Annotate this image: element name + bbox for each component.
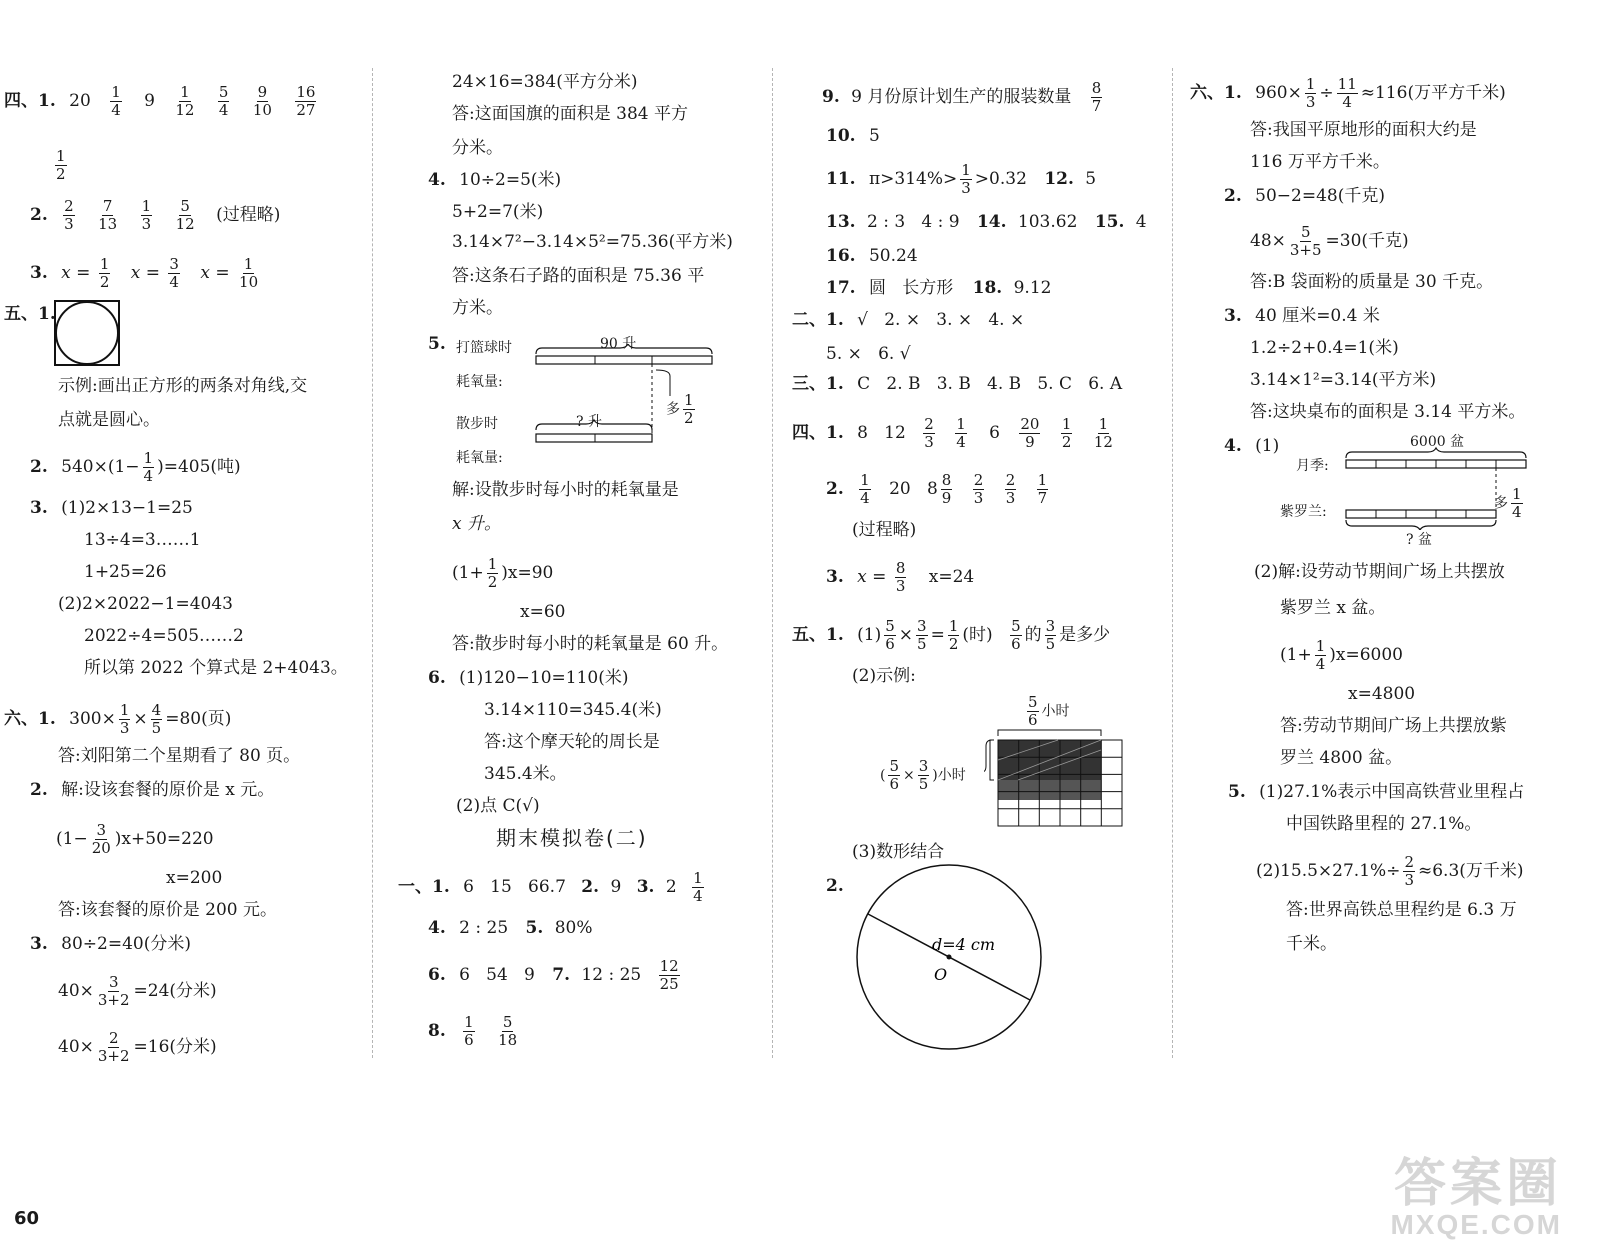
fraction: $\frac{2}{3}$ bbox=[64, 197, 74, 233]
col3-part4-q2: 2. $\frac{1}{4}$ 20 8 $\frac{8}{9}$ $\frac{2}{3}$ $\frac{2}{3}$ $\frac{1}{7}$ bbox=[826, 471, 1048, 507]
col2-q4-line2: 5+2=7(米) bbox=[452, 202, 544, 222]
fraction: $\frac{12}{25}$ bbox=[659, 957, 679, 993]
fraction: $\frac{1}{6}$ bbox=[464, 1013, 474, 1049]
section-5-q3-line3: 1+25=26 bbox=[84, 562, 167, 582]
col4-q1-answer2: 116 万平方千米。 bbox=[1250, 152, 1390, 172]
diagram-label-walking: 散步时 bbox=[456, 416, 498, 432]
circle-diameter-diagram bbox=[852, 860, 1048, 1056]
section-6-q2-line1: 2. 解:设该套餐的原价是 x 元。 bbox=[30, 780, 275, 800]
part1-q6-7: 6. 6 54 9 7. 12 : 25 $\frac{12}{25}$ bbox=[428, 957, 679, 993]
fraction: $\frac{1}{3}$ bbox=[141, 197, 152, 233]
fraction: $\frac{1}{4}$ bbox=[693, 869, 703, 905]
col2-q5-label: 5. bbox=[428, 334, 446, 354]
col4-q3-answer: 答:这块桌布的面积是 3.14 平方米。 bbox=[1250, 402, 1526, 422]
col4-q5-answer1: 答:世界高铁总里程约是 6.3 万 bbox=[1286, 900, 1517, 920]
section-4-q1 bbox=[4, 84, 319, 119]
note-text: (过程略) bbox=[216, 205, 281, 225]
fraction: $\frac{2}{3}$ bbox=[1005, 471, 1016, 507]
col3-part2-line1: 二、1. √ 2. × 3. × 4. × bbox=[792, 310, 1025, 330]
col2-q5-equation: (1+ $\frac{1}{2}$ )x=90 bbox=[452, 555, 554, 591]
fraction: $\frac{5}{6}$ bbox=[885, 617, 895, 653]
section-6-q2-solution: x=200 bbox=[166, 868, 223, 888]
col3-part5-method: (3)数形结合 bbox=[852, 842, 945, 862]
col2-q5-solution: x=60 bbox=[520, 602, 566, 622]
equation-text: x = bbox=[130, 263, 161, 283]
fraction: $\frac{4}{5}$ bbox=[151, 701, 162, 737]
fraction: $\frac{1}{4}$ bbox=[1512, 485, 1522, 521]
fraction: $\frac{2}{3}$ bbox=[924, 415, 934, 451]
fraction: $\frac{1}{2}$ bbox=[487, 555, 498, 591]
col4-q4-answer1: 答:劳动节期间广场上共摆放紫 bbox=[1280, 716, 1507, 736]
watermark-top: 答案圈 bbox=[1393, 1155, 1562, 1213]
col4-q1-answer1: 答:我国平原地形的面积大约是 bbox=[1250, 120, 1477, 140]
fraction: $\frac{11}{4}$ bbox=[1337, 75, 1357, 111]
fraction: $\frac{1}{3}$ bbox=[1305, 75, 1316, 111]
col3-part4-note: (过程略) bbox=[852, 520, 917, 540]
diagram-label-oxygen2: 耗氧量: bbox=[456, 450, 503, 466]
section-4-q1-cont bbox=[52, 148, 70, 183]
col3-q11-12: 11. π>314%> $\frac{1}{3}$ >0.32 12. 5 bbox=[826, 161, 1097, 197]
section-6-q3-line2: 40× $\frac{3}{3+2}$ =24(分米) bbox=[58, 973, 217, 1009]
square-circle-figure bbox=[54, 300, 120, 366]
col2-q6-line3: 答:这个摩天轮的周长是 bbox=[484, 732, 660, 752]
col3-part4-q1: 四、1. 8 12 $\frac{2}{3}$ $\frac{1}{4}$ 6 $\frac{20}{9}$ $\frac{1}{2}$ $\frac{1}{12}$ bbox=[792, 415, 1113, 451]
diagram-value-bottom: ? 升 bbox=[576, 414, 602, 430]
fraction: $\frac{1}{4}$ bbox=[956, 415, 966, 451]
fraction: $\frac{16}{27}$ bbox=[296, 83, 316, 119]
col3-part5-example-label: (2)示例: bbox=[852, 666, 916, 686]
fraction: $\frac{1}{2}$ bbox=[56, 147, 66, 183]
fraction: $\frac{3}{3+2}$ bbox=[97, 973, 130, 1009]
col2-q4-line4: 答:这条石子路的面积是 75.36 平 bbox=[452, 266, 705, 286]
fraction: $\frac{2}{3+2}$ bbox=[97, 1029, 130, 1065]
section-6-q2-answer: 答:该套餐的原价是 200 元。 bbox=[58, 900, 277, 920]
col4-q3-line3: 3.14×1²=3.14(平方米) bbox=[1250, 370, 1437, 390]
col3-part2-line2: 5. × 6. √ bbox=[826, 344, 911, 364]
section-5-label: 五、1. bbox=[4, 304, 56, 324]
col2-q6-line5: (2)点 C(√) bbox=[456, 796, 540, 816]
diagram-label-basketball: 打篮球时 bbox=[456, 340, 512, 356]
fraction: $\frac{7}{13}$ bbox=[98, 197, 118, 233]
section-6-q3-line1: 3. 80÷2=40(分米) bbox=[30, 934, 191, 954]
col4-q4-line2: (2)解:设劳动节期间广场上共摆放 bbox=[1254, 562, 1505, 582]
col2-q4-line3: 3.14×7²−3.14×5²=75.36(平方米) bbox=[452, 232, 733, 252]
fraction: $\frac{5}{4}$ bbox=[218, 83, 229, 119]
col4-q4-equation: (1+ $\frac{1}{4}$ )x=6000 bbox=[1280, 637, 1403, 673]
fraction-grid-diagram bbox=[984, 716, 1134, 832]
line-segment-diagram bbox=[530, 344, 720, 454]
center-label: O bbox=[934, 965, 948, 984]
col4-q4-solution: x=4800 bbox=[1348, 684, 1416, 704]
col2-q4-line1: 4. 10÷2=5(米) bbox=[428, 170, 562, 190]
col2-q6-line1: 6. (1)120−10=110(米) bbox=[428, 668, 629, 688]
col4-q1: 六、1. 960× $\frac{1}{3}$ ÷ $\frac{11}{4}$ ≈116(万平方千米) bbox=[1190, 75, 1506, 111]
fraction: $\frac{3}{20}$ bbox=[91, 821, 111, 857]
answer-value: 20 bbox=[69, 91, 91, 111]
fraction: $\frac{1}{10}$ bbox=[239, 255, 259, 291]
diagram-value-bottom: ? 盆 bbox=[1406, 532, 1432, 548]
col4-q5-line3: (2)15.5×27.1%÷ $\frac{2}{3}$ ≈6.3(万千米) bbox=[1256, 853, 1524, 889]
fraction: $\frac{5}{3+5}$ bbox=[1289, 223, 1322, 259]
col3-q16: 16. 50.24 bbox=[826, 246, 918, 266]
diagram-label-oxygen1: 耗氧量: bbox=[456, 374, 503, 390]
fraction: $\frac{1}{4}$ bbox=[143, 449, 154, 485]
page-number: 60 bbox=[14, 1208, 40, 1229]
question-label: 2. bbox=[30, 205, 48, 225]
col4-q2-line2: 48× $\frac{5}{3+5}$ =30(千克) bbox=[1250, 223, 1409, 259]
fraction: $\frac{5}{12}$ bbox=[175, 197, 195, 233]
col3-q17-18: 17. 圆 长方形 18. 9.12 bbox=[826, 278, 1052, 298]
col4-q5-line2: 中国铁路里程的 27.1%。 bbox=[1286, 814, 1482, 834]
diagram-more-label: 多 $\frac{1}{4}$ bbox=[1494, 485, 1522, 521]
col3-part3: 三、1. C 2. B 3. B 4. B 5. C 6. A bbox=[792, 374, 1123, 394]
fraction: $\frac{2}{3}$ bbox=[973, 471, 984, 507]
fraction: $\frac{1}{7}$ bbox=[1037, 471, 1048, 507]
watermark bbox=[1390, 1155, 1562, 1240]
line-segment-diagram-2 bbox=[1340, 446, 1536, 530]
column-separator-2 bbox=[772, 68, 773, 1058]
fraction: $\frac{1}{2}$ bbox=[684, 391, 694, 427]
section-4-q3 bbox=[30, 256, 262, 291]
fraction: $\frac{1}{3}$ bbox=[119, 701, 130, 737]
col2-line1: 24×16=384(平方分米) bbox=[452, 72, 638, 92]
section-5-q3-line1: 3. (1)2×13−1=25 bbox=[30, 498, 193, 518]
fraction: $\frac{3}{5}$ bbox=[917, 617, 927, 653]
section-6-q1: 六、1. 300× $\frac{1}{3}$ × $\frac{4}{5}$ =80(页) bbox=[4, 701, 232, 737]
fraction: $\frac{1}{4}$ bbox=[111, 83, 121, 119]
col4-q3-line2: 1.2÷2+0.4=1(米) bbox=[1250, 338, 1399, 358]
column-separator-3 bbox=[1172, 68, 1173, 1058]
section-label: 四、1. bbox=[4, 91, 56, 111]
section-5-q3-line2: 13÷4=3……1 bbox=[84, 530, 201, 550]
fraction: $\frac{3}{5}$ bbox=[918, 757, 929, 793]
fraction: $\frac{8}{7}$ bbox=[1091, 79, 1102, 115]
fraction: $\frac{3}{5}$ bbox=[1045, 617, 1056, 653]
fraction: $\frac{1}{3}$ bbox=[961, 161, 971, 197]
fraction: $\frac{8}{9}$ bbox=[941, 471, 952, 507]
fraction: $\frac{1}{2}$ bbox=[1061, 415, 1072, 451]
diagram-value-top: 90 升 bbox=[600, 336, 637, 352]
diameter-label: d=4 cm bbox=[932, 935, 996, 954]
fraction: $\frac{20}{9}$ bbox=[1020, 415, 1040, 451]
fraction: $\frac{5}{6}$ bbox=[1011, 617, 1021, 653]
col4-q4-line3: 紫罗兰 x 盆。 bbox=[1280, 598, 1386, 618]
section-6-q1-answer: 答:刘阳第二个星期看了 80 页。 bbox=[58, 746, 301, 766]
fraction: $\frac{1}{2}$ bbox=[948, 617, 959, 653]
col3-q10: 10. 5 bbox=[826, 126, 880, 146]
diagram-more-label: 多 $\frac{1}{2}$ bbox=[666, 391, 694, 427]
col4-q3-line1: 3. 40 厘米=0.4 米 bbox=[1224, 306, 1380, 326]
fraction: $\frac{5}{18}$ bbox=[498, 1013, 518, 1049]
col2-q4-line5: 方米。 bbox=[452, 298, 503, 318]
col4-q2-line1: 2. 50−2=48(千克) bbox=[1224, 186, 1385, 206]
diagram-value-top: 6000 盆 bbox=[1410, 434, 1465, 450]
section-6-q2-equation: (1− $\frac{3}{20}$ )x+50=220 bbox=[56, 821, 214, 857]
col2-line3: 分米。 bbox=[452, 138, 503, 158]
diagram-label-violet: 紫罗兰: bbox=[1280, 504, 1327, 520]
part1-q4-5: 4. 2 : 25 5. 80% bbox=[428, 918, 593, 938]
grid-top-label: $\frac{5}{6}$ 小时 bbox=[1028, 693, 1070, 729]
col2-q6-line2: 3.14×110=345.4(米) bbox=[484, 700, 662, 720]
col2-q5-answer: 答:散步时每小时的耗氧量是 60 升。 bbox=[452, 634, 729, 654]
col4-q5-line1: 5. (1)27.1%表示中国高铁营业里程占 bbox=[1228, 782, 1525, 802]
fraction: $\frac{3}{4}$ bbox=[169, 255, 179, 291]
col3-q13-15: 13. 2 : 3 4 : 9 14. 103.62 15. 4 bbox=[826, 212, 1147, 232]
fraction: $\frac{5}{6}$ bbox=[889, 757, 900, 793]
fraction: $\frac{1}{12}$ bbox=[175, 83, 195, 119]
column-separator-1 bbox=[372, 68, 373, 1058]
section-5-q3-line4: (2)2×2022−1=4043 bbox=[58, 594, 233, 614]
section-6-q3-line3: 40× $\frac{2}{3+2}$ =16(分米) bbox=[58, 1029, 217, 1065]
part1-q8: 8. $\frac{1}{6}$ $\frac{5}{18}$ bbox=[428, 1013, 518, 1049]
equation-text: x = bbox=[61, 263, 91, 283]
equation-text: x = bbox=[200, 263, 230, 283]
section-5-example-line1: 示例:画出正方形的两条对角线,交 bbox=[58, 376, 308, 396]
section-title: 期末模拟卷(二) bbox=[496, 826, 648, 850]
section-4-q2 bbox=[30, 198, 280, 233]
section-5-q2: 2. 540×(1− $\frac{1}{4}$ )=405(吨) bbox=[30, 449, 241, 485]
section-5-q3-line6: 所以第 2022 个算式是 2+4043。 bbox=[84, 658, 348, 678]
fraction: $\frac{5}{6}$ bbox=[1028, 693, 1038, 729]
section-5-q3-line5: 2022÷4=505……2 bbox=[84, 626, 244, 646]
col2-q6-line4: 345.4米。 bbox=[484, 764, 567, 784]
fraction: $\frac{1}{4}$ bbox=[1315, 637, 1326, 673]
fraction: $\frac{1}{2}$ bbox=[99, 255, 110, 291]
col4-q4-answer2: 罗兰 4800 盆。 bbox=[1280, 748, 1403, 768]
grid-left-label: ( $\frac{5}{6}$ × $\frac{3}{5}$ )小时 bbox=[880, 757, 966, 793]
col2-line2: 答:这面国旗的面积是 384 平方 bbox=[452, 104, 688, 124]
col4-q5-answer2: 千米。 bbox=[1286, 934, 1337, 954]
col3-part5-q2-label: 2. bbox=[826, 876, 844, 896]
col2-q5-line2: x 升。 bbox=[452, 514, 501, 534]
answer-value: 9 bbox=[144, 91, 155, 111]
col3-part4-q3: 3. x = $\frac{8}{3}$ x=24 bbox=[826, 559, 975, 595]
col2-q5-line1: 解:设散步时每小时的耗氧量是 bbox=[452, 480, 679, 500]
fraction: $\frac{1}{12}$ bbox=[1093, 415, 1113, 451]
watermark-url: MXQE.COM bbox=[1390, 1209, 1562, 1240]
diagram-label-rose: 月季: bbox=[1296, 458, 1329, 474]
col3-part5-q1: 五、1. (1) $\frac{5}{6}$ × $\frac{3}{5}$ = $\frac{1}{2}$ (时) $\frac{5}{6}$ 的 $\frac{3}{5}$ 是多少 bbox=[792, 617, 1111, 653]
fraction: $\frac{8}{3}$ bbox=[895, 559, 906, 595]
section-5-example-line2: 点就是圆心。 bbox=[58, 410, 160, 430]
col4-q4-label: 4. (1) bbox=[1224, 436, 1280, 456]
fraction: $\frac{1}{4}$ bbox=[860, 471, 870, 507]
fraction: $\frac{2}{3}$ bbox=[1404, 853, 1414, 889]
question-label: 3. bbox=[30, 263, 48, 283]
fraction: $\frac{9}{10}$ bbox=[252, 83, 272, 119]
part1-q1-3: 一、1. 6 15 66.7 2. 9 3. 2 $\frac{1}{4}$ bbox=[398, 869, 703, 905]
col4-q2-answer: 答:B 袋面粉的质量是 30 千克。 bbox=[1250, 272, 1494, 292]
col3-q9: 9. 9 月份原计划生产的服装数量 $\frac{8}{7}$ bbox=[822, 79, 1102, 115]
